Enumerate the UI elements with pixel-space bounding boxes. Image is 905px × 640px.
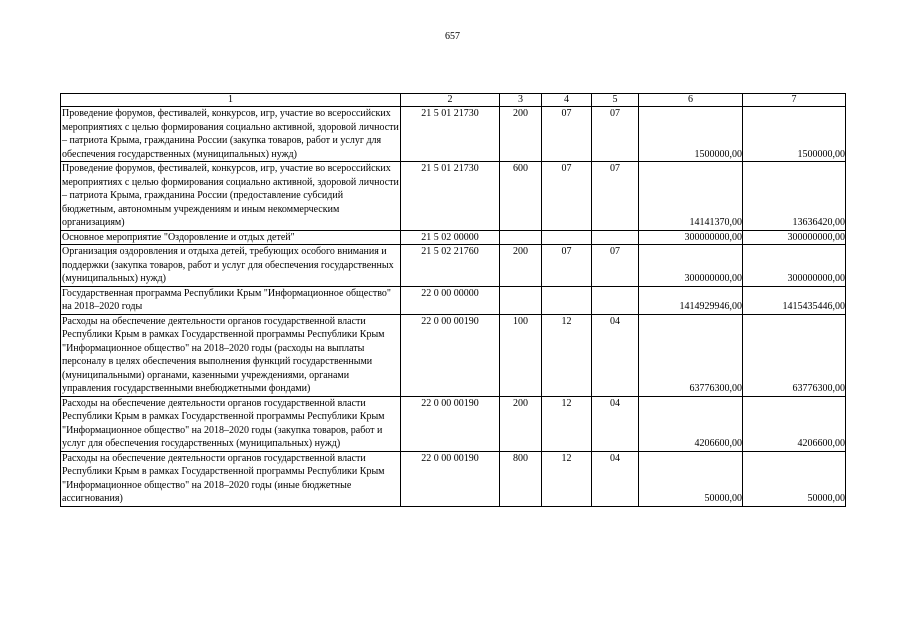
row-rz: 12: [542, 451, 592, 506]
row-name: Организация оздоровления и отдыха детей, требующих особого внимания и поддержки (закупка товаров, работ и услуг для обеспечения государственных (муниципальных) нужд): [61, 245, 401, 287]
row-pr: 07: [592, 245, 639, 287]
row-code: 21 5 01 21730: [401, 162, 500, 231]
row-rz: 07: [542, 107, 592, 162]
row-sum-1: 300000000,00: [639, 230, 743, 245]
table-row: [61, 396, 846, 451]
table-row: [61, 107, 846, 162]
header-col-4: 4: [542, 94, 592, 107]
row-pr: 04: [592, 451, 639, 506]
row-name: Проведение форумов, фестивалей, конкурсов, игр, участие во всероссийских мероприятиях с целью формирования социально активной, здоровой личности – патриота Крыма, гражданина России (закупка товаров, работ и услуг для обеспечения государственных (муниципальных) нужд): [62, 108, 399, 160]
row-vr: 800: [500, 451, 542, 506]
row-vr: 200: [500, 245, 542, 287]
row-code: 21 5 02 00000: [401, 230, 500, 245]
header-col-6: 6: [639, 94, 743, 107]
row-sum-1: 4206600,00: [639, 396, 743, 451]
page-number: 657: [445, 31, 460, 42]
row-vr: [500, 286, 542, 314]
row-rz: 07: [542, 245, 592, 287]
row-sum-1: 50000,00: [639, 451, 743, 506]
row-pr: 07: [592, 162, 639, 231]
header-col-3: 3: [500, 94, 542, 107]
row-pr: [592, 286, 639, 314]
row-code: 22 0 00 00190: [401, 451, 500, 506]
table-row: [61, 162, 846, 231]
table-row: [61, 245, 846, 287]
row-rz: [542, 230, 592, 245]
row-name: Расходы на обеспечение деятельности органов государственной власти Республики Крым в рамках Государственной программы Республики Крым "Информационное общество" на 2018–2020 годы (закупка товаров, работ и услуг для обеспечения государственных (муниципальных) нужд): [61, 396, 401, 451]
row-sum-2: 13636420,00: [743, 162, 846, 231]
header-col-1: 1: [61, 94, 401, 107]
row-name: Проведение форумов, фестивалей, конкурсов, игр, участие во всероссийских мероприятиях с целью формирования социально активной, здоровой личности – патриота Крыма, гражданина России (предоставление субсидий бюджетным, автономным учреждениям и иным некоммерческим организациям): [62, 163, 399, 228]
table-row: [61, 230, 846, 245]
row-sum-2: 63776300,00: [743, 314, 846, 396]
row-sum-1: 1500000,00: [639, 107, 743, 162]
row-vr: [500, 230, 542, 245]
row-name: Государственная программа Республики Крым "Информационное общество" на 2018–2020 годы: [61, 286, 401, 314]
table-row: [61, 286, 846, 314]
row-sum-2: 50000,00: [743, 451, 846, 506]
header-col-2: 2: [401, 94, 500, 107]
row-sum-1: 14141370,00: [639, 162, 743, 231]
row-pr: [592, 230, 639, 245]
row-sum-2: 300000000,00: [743, 230, 846, 245]
header-col-5: 5: [592, 94, 639, 107]
header-row: [61, 94, 846, 107]
row-rz: [542, 286, 592, 314]
row-rz: 12: [542, 314, 592, 396]
row-sum-2: 4206600,00: [743, 396, 846, 451]
row-rz: 07: [542, 162, 592, 231]
row-vr: 100: [500, 314, 542, 396]
row-vr: 600: [500, 162, 542, 231]
row-name: Расходы на обеспечение деятельности органов государственной власти Республики Крым в рамках Государственной программы Республики Крым "Информационное общество" на 2018–2020 годы (иные бюджетные ассигнования): [61, 451, 401, 506]
row-sum-1: 300000000,00: [639, 245, 743, 287]
row-pr: 07: [592, 107, 639, 162]
row-sum-2: 1500000,00: [743, 107, 846, 162]
row-name: Основное мероприятие "Оздоровление и отдых детей": [61, 230, 401, 245]
row-code: 22 0 00 00190: [401, 396, 500, 451]
header-col-7: 7: [743, 94, 846, 107]
row-sum-1: 1414929946,00: [639, 286, 743, 314]
table-row: [61, 451, 846, 506]
row-pr: 04: [592, 396, 639, 451]
budget-table: [60, 93, 846, 507]
row-sum-2: 300000000,00: [743, 245, 846, 287]
row-vr: 200: [500, 396, 542, 451]
row-pr: 04: [592, 314, 639, 396]
table-row: [61, 314, 846, 396]
row-code: 21 5 02 21760: [401, 245, 500, 287]
row-code: 22 0 00 00000: [401, 286, 500, 314]
row-rz: 12: [542, 396, 592, 451]
row-vr: 200: [500, 107, 542, 162]
row-code: 22 0 00 00190: [401, 314, 500, 396]
row-sum-1: 63776300,00: [639, 314, 743, 396]
row-code: 21 5 01 21730: [401, 107, 500, 162]
row-name: Расходы на обеспечение деятельности органов государственной власти Республики Крым в рамках Государственной программы Республики Крым "Информационное общество" на 2018–2020 годы (расходы на выплаты персоналу в целях обеспечения выполнения функций государственными (муниципальными) органами, казенными учреждениями, органами управления государственными внебюджетными фондами): [61, 314, 401, 396]
row-sum-2: 1415435446,00: [743, 286, 846, 314]
